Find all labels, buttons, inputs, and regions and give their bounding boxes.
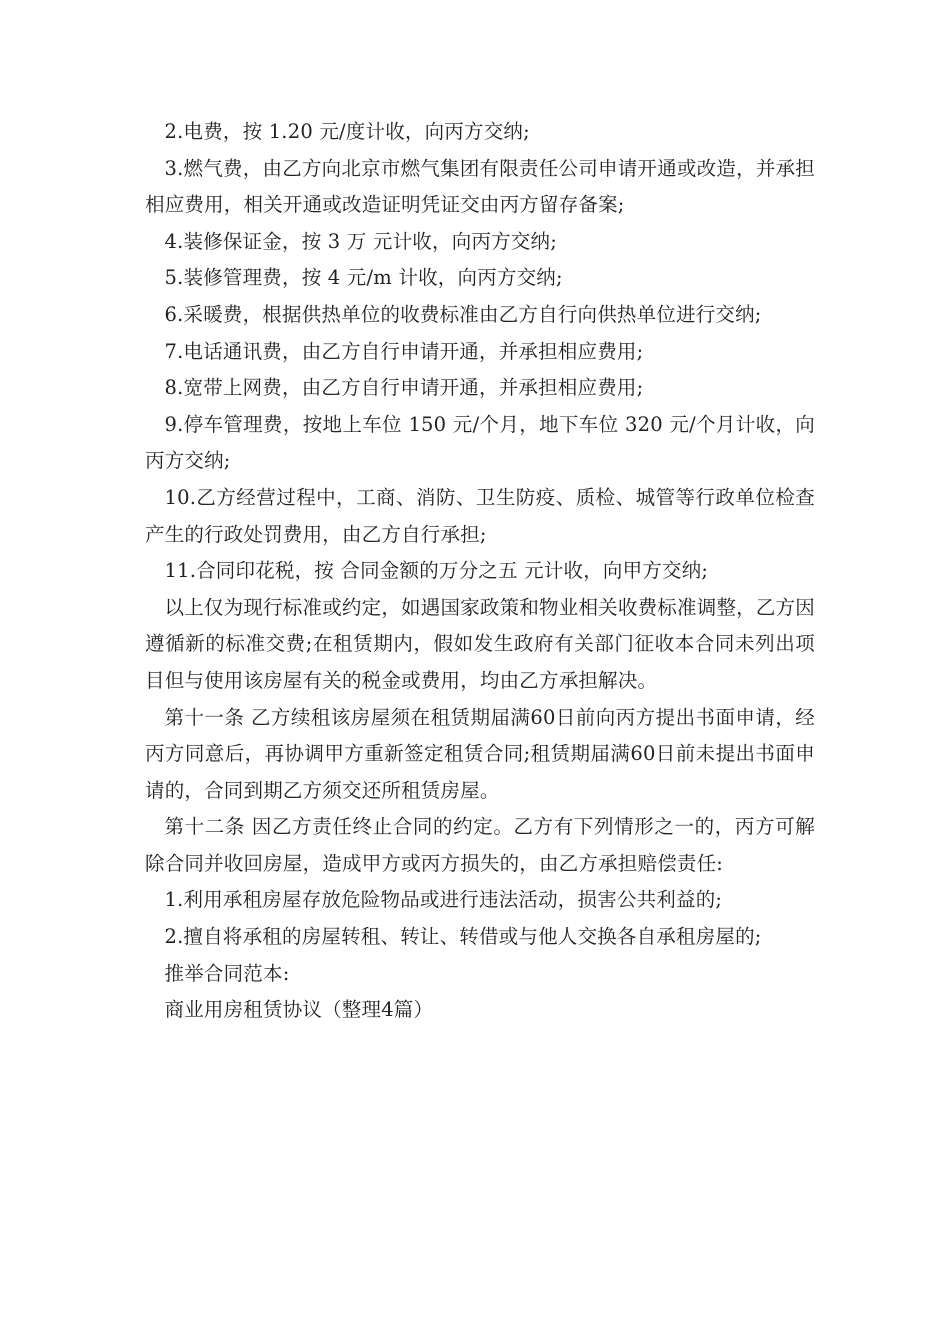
paragraph-article-12: 第十二条 因乙方责任终止合同的约定。乙方有下列情形之一的，丙方可解除合同并收回房屋，造成甲方或丙方损失的，由乙方承担赔偿责任: xyxy=(145,815,815,875)
paragraph-heating-fee: 6.采暖费，根据供热单位的收费标准由乙方自行向供热单位进行交纳; xyxy=(164,302,762,326)
paragraph-template-title: 商业用房租赁协议（整理4篇） xyxy=(164,998,434,1022)
paragraph-broadband-fee: 8.宽带上网费，由乙方自行申请开通，并承担相应费用; xyxy=(164,376,644,400)
paragraph-standards-note: 以上仅为现行标准或约定，如遇国家政策和物业相关收费标准调整，乙方因遵循新的标准交费;在租赁期内，假如发生政府有关部门征收本合同未列出项目但与使用该房屋有关的税金或费用，均由乙方承担解决。 xyxy=(145,595,815,692)
document-body xyxy=(145,114,815,1029)
paragraph-electricity-fee: 2.电费，按 1.20 元/度计收，向丙方交纳; xyxy=(164,120,530,143)
paragraph-parking-fee: 9.停车管理费，按地上车位 150 元/个月，地下车位 320 元/个月计收，向丙方交纳; xyxy=(145,412,815,473)
paragraph-renovation-management-fee: 5.装修管理费，按 4 元/m 计收，向丙方交纳; xyxy=(164,266,563,290)
paragraph-article-11: 第十一条 乙方续租该房屋须在租赁期届满60日前向丙方提出书面申请，经丙方同意后，再协调甲方重新签定租赁合同;租赁期届满60日前未提出书面申请的，合同到期乙方须交还所租赁房屋。 xyxy=(145,705,815,802)
paragraph-clause-1: 1.利用承租房屋存放危险物品或进行违法活动，损害公共利益的; xyxy=(164,888,723,912)
paragraph-gas-fee: 3.燃气费，由乙方向北京市燃气集团有限责任公司申请开通或改造，并承担相应费用，相关开通或改造证明凭证交由丙方留存备案; xyxy=(145,156,815,217)
paragraph-administrative-penalty: 10.乙方经营过程中，工商、消防、卫生防疫、质检、城管等行政单位检查产生的行政处罚费用，由乙方自行承担; xyxy=(145,485,815,546)
paragraph-stamp-duty: 11.合同印花税，按 合同金额的万分之五 元计收，向甲方交纳; xyxy=(164,559,709,583)
paragraph-clause-2: 2.擅自将承租的房屋转租、转让、转借或与他人交换各自承租房屋的; xyxy=(164,925,762,949)
paragraph-renovation-deposit: 4.装修保证金，按 3 万 元计收，向丙方交纳; xyxy=(164,229,557,253)
paragraph-recommended-templates: 推举合同范本: xyxy=(164,961,290,985)
paragraph-telephone-fee: 7.电话通讯费，由乙方自行申请开通，并承担相应费用; xyxy=(164,339,644,363)
